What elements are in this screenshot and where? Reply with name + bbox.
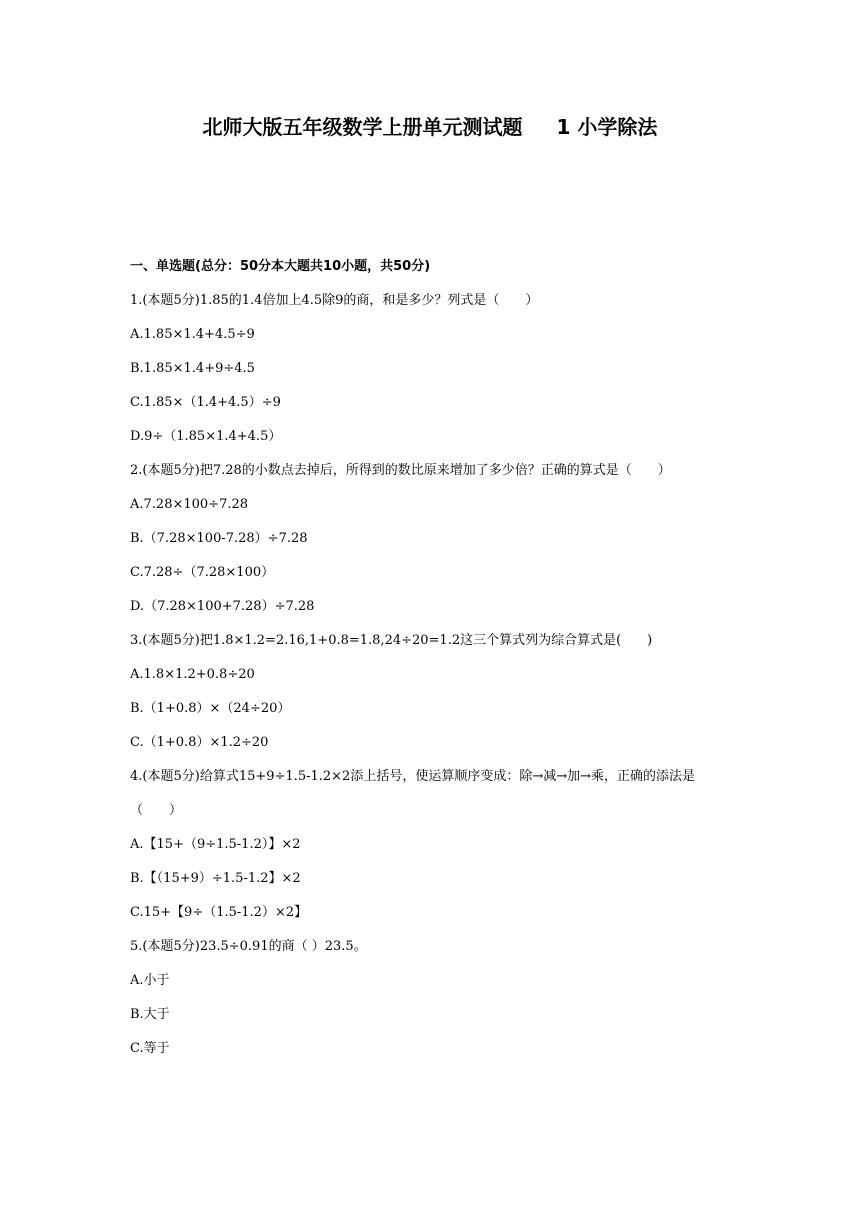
question-1-option-a: A.1.85×1.4+4.5÷9 — [130, 327, 255, 342]
section-heading: 一、单选题(总分：50分本大题共10小题，共50分) — [130, 259, 431, 274]
question-3-option-c: C.（1+0.8）×1.2÷20 — [130, 735, 269, 750]
question-2-stem: 2.(本题5分)把7.28的小数点去掉后，所得到的数比原来增加了多少倍？正确的算式是（ ） — [130, 463, 671, 478]
question-5-option-a: A.小于 — [130, 973, 170, 988]
title-unit: 1 小学除法 — [556, 115, 658, 139]
question-4-stem: 4.(本题5分)给算式15+9÷1.5-1.2×2添上括号，使运算顺序变成：除→减→加→乘，正确的添法是（ ） — [130, 769, 695, 818]
question-1-option-c: C.1.85×（1.4+4.5）÷9 — [130, 395, 281, 410]
question-2-option-a: A.7.28×100÷7.28 — [130, 497, 249, 512]
question-5-stem: 5.(本题5分)23.5÷0.91的商（ ）23.5。 — [130, 939, 367, 954]
question-1-stem: 1.(本题5分)1.85的1.4倍加上4.5除9的商，和是多少？列式是（ ） — [130, 293, 539, 308]
question-2-option-d: D.（7.28×100+7.28）÷7.28 — [130, 599, 315, 614]
question-3-stem: 3.(本题5分)把1.8×1.2=2.16,1+0.8=1.8,24÷20=1.2这三个算式列为综合算式是( ) — [130, 633, 653, 648]
question-4-option-a: A.【15+（9÷1.5-1.2）】×2 — [130, 837, 301, 852]
question-1-option-b: B.1.85×1.4+9÷4.5 — [130, 361, 255, 376]
question-3-option-a: A.1.8×1.2+0.8÷20 — [130, 667, 255, 682]
document-title — [0, 112, 860, 142]
question-2-option-b: B.（7.28×100-7.28）÷7.28 — [130, 531, 308, 546]
question-3-option-b: B.（1+0.8）×（24÷20） — [130, 701, 291, 716]
title-main: 北师大版五年级数学上册单元测试题 — [202, 115, 523, 139]
question-2-option-c: C.7.28÷（7.28×100） — [130, 565, 275, 580]
question-4-option-b: B.【（15+9）÷1.5-1.2】×2 — [130, 871, 301, 886]
question-5-option-b: B.大于 — [130, 1007, 170, 1022]
question-1-option-d: D.9÷（1.85×1.4+4.5） — [130, 429, 282, 444]
document-body — [130, 256, 732, 1072]
question-4-option-c: C.15+【9÷（1.5-1.2）×2】 — [130, 905, 308, 920]
question-5-option-c: C.等于 — [130, 1041, 170, 1056]
